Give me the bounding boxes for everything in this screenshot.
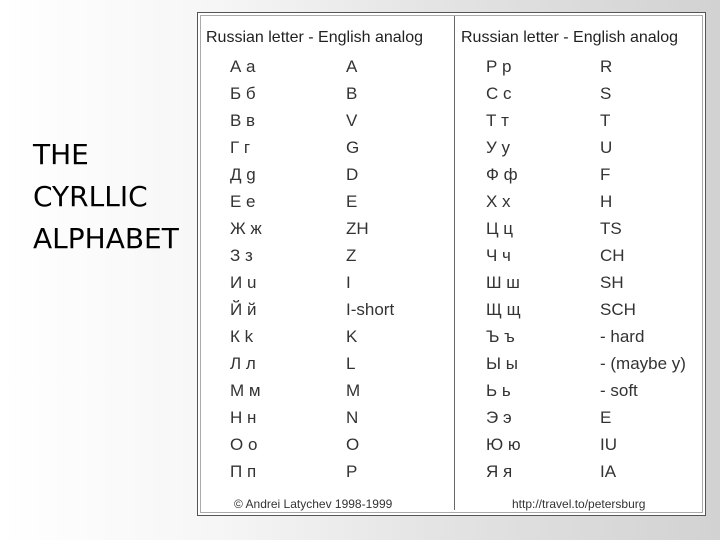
english-analog: M bbox=[346, 381, 361, 400]
english-analog: - soft bbox=[600, 381, 638, 400]
russian-letter: П п bbox=[230, 462, 257, 481]
english-analog: R bbox=[600, 57, 613, 76]
english-analog: I-short bbox=[346, 300, 395, 319]
english-analog: SH bbox=[600, 273, 624, 292]
russian-letter: Р р bbox=[486, 57, 512, 76]
alphabet-table bbox=[197, 12, 706, 516]
russian-letter: Л л bbox=[230, 354, 256, 373]
russian-letter: Ь ь bbox=[486, 381, 511, 400]
right-column-header: Russian letter - English analog bbox=[461, 29, 679, 46]
title-line: ALPHABET bbox=[33, 222, 179, 255]
russian-letter: Н н bbox=[230, 408, 257, 427]
russian-letter: Я я bbox=[486, 462, 513, 481]
english-analog: I bbox=[346, 273, 351, 292]
english-analog: ZH bbox=[346, 219, 369, 238]
russian-letter: К k bbox=[230, 327, 254, 346]
russian-letter: Й й bbox=[230, 300, 257, 319]
russian-letter: Э э bbox=[486, 408, 512, 427]
russian-letter: Х х bbox=[486, 192, 511, 211]
russian-letter: Т т bbox=[486, 111, 509, 130]
english-analog: IU bbox=[600, 435, 617, 454]
english-analog: V bbox=[346, 111, 358, 130]
english-analog: O bbox=[346, 435, 360, 454]
russian-letter: Ш ш bbox=[486, 273, 520, 292]
russian-letter: Ч ч bbox=[486, 246, 511, 265]
russian-letter: Г г bbox=[230, 138, 251, 157]
left-column-header: Russian letter - English analog bbox=[206, 29, 424, 46]
russian-letter: Ю ю bbox=[486, 435, 521, 454]
english-analog: - (maybe y) bbox=[600, 354, 686, 373]
russian-letter: Щ щ bbox=[486, 300, 521, 319]
russian-letter: Ы ы bbox=[486, 354, 518, 373]
russian-letter: М м bbox=[230, 381, 261, 400]
column-divider bbox=[454, 16, 455, 510]
russian-letter: Д g bbox=[230, 165, 256, 184]
english-analog: K bbox=[346, 327, 358, 346]
slide-title bbox=[33, 134, 193, 260]
russian-letter: Е е bbox=[230, 192, 256, 211]
russian-letter: О о bbox=[230, 435, 258, 454]
russian-letter: Б б bbox=[230, 84, 256, 103]
russian-letter: В в bbox=[230, 111, 256, 130]
russian-letter: А а bbox=[230, 57, 256, 76]
russian-letter: И u bbox=[230, 273, 257, 292]
english-analog: G bbox=[346, 138, 360, 157]
english-analog: S bbox=[600, 84, 612, 103]
english-analog: A bbox=[346, 57, 358, 76]
english-analog: P bbox=[346, 462, 358, 481]
russian-letter: У у bbox=[486, 138, 511, 157]
russian-letter: Ц ц bbox=[486, 219, 514, 238]
english-analog: U bbox=[600, 138, 613, 157]
russian-letter: Ъ ъ bbox=[486, 327, 515, 346]
russian-letter: З з bbox=[230, 246, 253, 265]
english-analog: N bbox=[346, 408, 359, 427]
russian-letter: Ж ж bbox=[230, 219, 262, 238]
english-analog: H bbox=[600, 192, 613, 211]
english-analog: T bbox=[600, 111, 611, 130]
english-analog: F bbox=[600, 165, 611, 184]
english-analog: B bbox=[346, 84, 358, 103]
english-analog: E bbox=[346, 192, 358, 211]
english-analog: CH bbox=[600, 246, 625, 265]
english-analog: SCH bbox=[600, 300, 636, 319]
english-analog: L bbox=[346, 354, 356, 373]
russian-letter: С с bbox=[486, 84, 512, 103]
english-analog: E bbox=[600, 408, 612, 427]
english-analog: D bbox=[346, 165, 359, 184]
copyright-note: © Andrei Latychev 1998-1999 bbox=[234, 497, 393, 511]
title-line: CYRLLIC bbox=[33, 180, 148, 213]
source-url: http://travel.to/petersburg bbox=[512, 497, 646, 511]
english-analog: TS bbox=[600, 219, 622, 238]
english-analog: Z bbox=[346, 246, 357, 265]
english-analog: IA bbox=[600, 462, 617, 481]
english-analog: - hard bbox=[600, 327, 645, 346]
title-line: THE bbox=[33, 138, 89, 171]
russian-letter: Ф ф bbox=[486, 165, 518, 184]
